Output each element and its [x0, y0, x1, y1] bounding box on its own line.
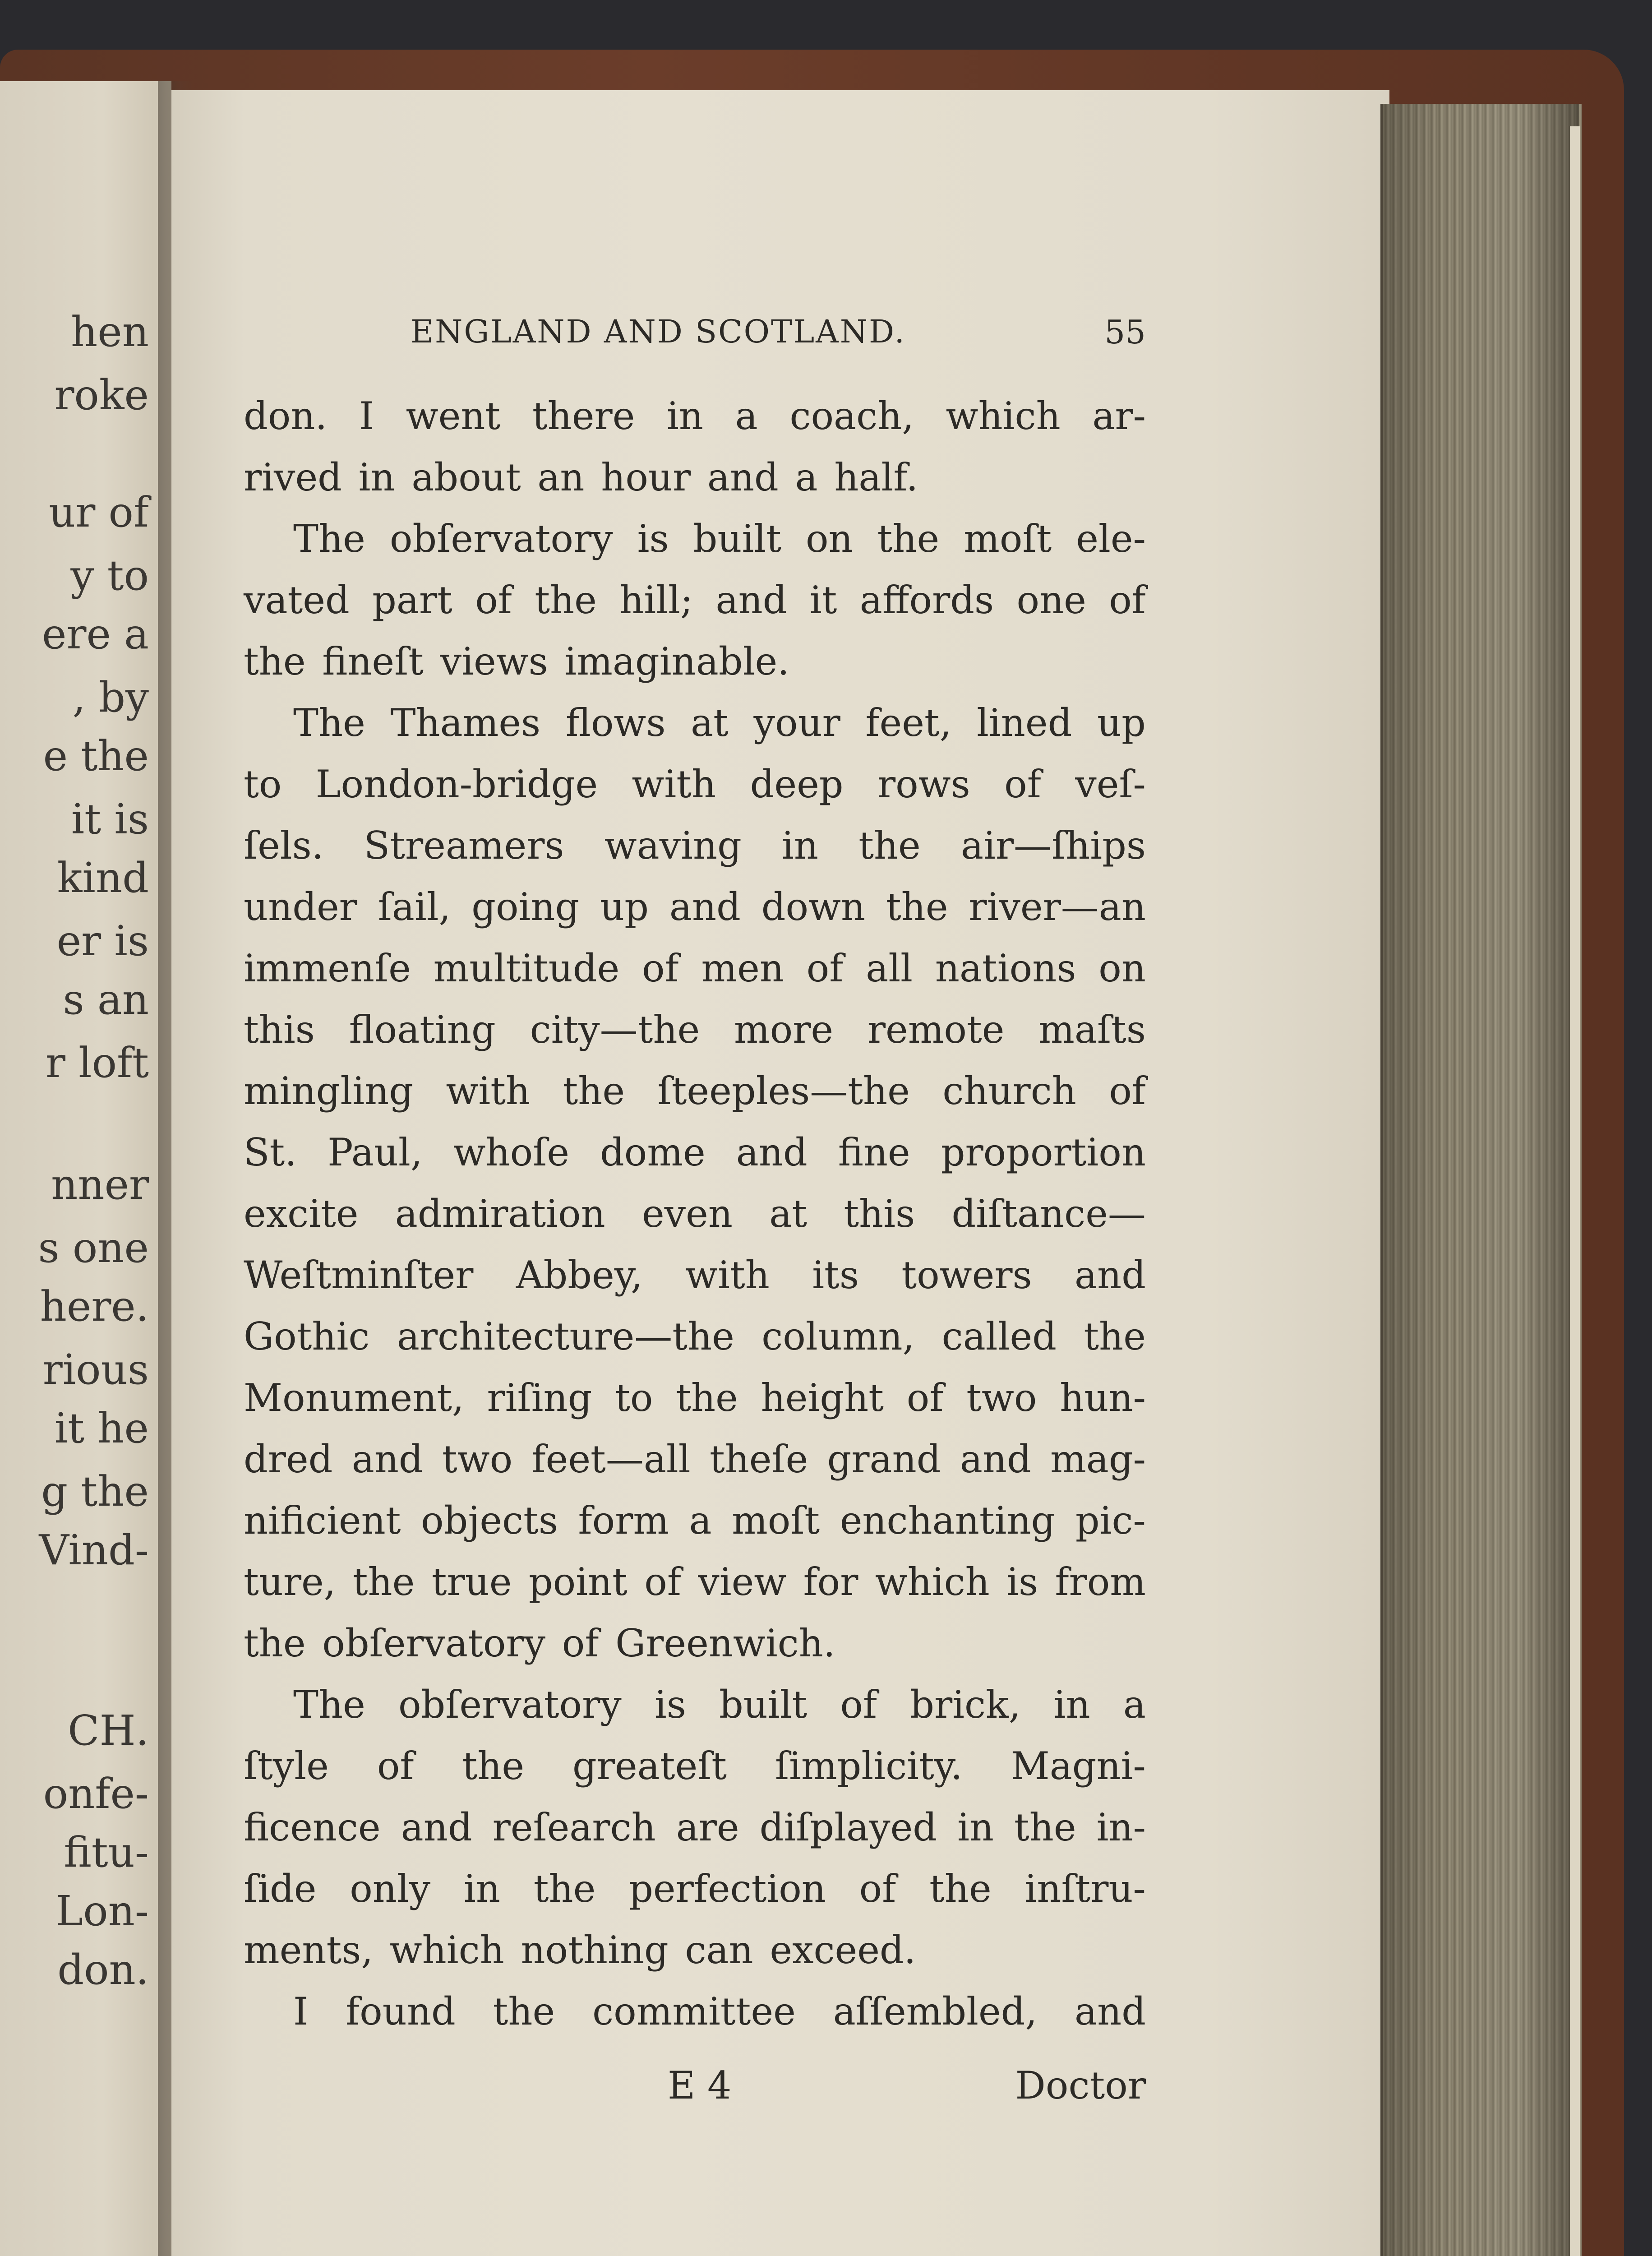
word: feet—all — [531, 1437, 691, 1481]
word: towers — [901, 1253, 1032, 1297]
word: enchanting — [840, 1498, 1056, 1543]
word: and — [715, 578, 787, 622]
word: two — [442, 1437, 513, 1481]
word: moſt — [732, 1498, 820, 1543]
word: is — [1006, 1560, 1038, 1604]
word: pic- — [1075, 1498, 1146, 1543]
word: is — [637, 517, 669, 561]
left-page-fragment: ur of — [49, 488, 149, 536]
word: mingling — [244, 1069, 413, 1113]
word: nothing — [521, 1928, 669, 1972]
word: obſervatory — [322, 1621, 546, 1665]
fore-edge-shading — [1380, 104, 1579, 2256]
word: your — [753, 701, 840, 745]
text-line — [244, 455, 1146, 508]
word: of — [806, 946, 844, 990]
word: built — [693, 517, 781, 561]
text-line — [244, 762, 1146, 815]
word: objects — [420, 1498, 558, 1543]
word: I — [293, 1989, 309, 2034]
left-page-fragment: e the — [43, 732, 149, 780]
word: nificient — [244, 1498, 401, 1543]
word: form — [578, 1498, 669, 1543]
word: ficence — [244, 1805, 381, 1849]
word: the — [1084, 1314, 1146, 1359]
word: I — [359, 394, 374, 438]
word: dred — [244, 1437, 333, 1481]
word: grand — [827, 1437, 941, 1481]
paper-edge-strip — [1570, 126, 1580, 2256]
word: Greenwich. — [615, 1621, 835, 1665]
text-line — [244, 1314, 1146, 1367]
word: excite — [244, 1192, 359, 1236]
word: the — [929, 1867, 992, 1911]
word: a — [689, 1498, 712, 1543]
word: ar- — [1092, 394, 1146, 438]
word: coach, — [789, 394, 914, 438]
word: point — [528, 1560, 628, 1604]
word: of — [1109, 1069, 1146, 1113]
text-line — [244, 1253, 1146, 1306]
word: which — [946, 394, 1061, 438]
word: flows — [565, 701, 666, 745]
word: in — [957, 1805, 994, 1849]
text-line — [244, 1008, 1146, 1060]
word: ſtyle — [244, 1744, 329, 1788]
word: are — [676, 1805, 739, 1849]
word: this — [844, 1192, 915, 1236]
left-page-fragment: Lon- — [55, 1887, 149, 1935]
word: maſts — [1038, 1008, 1146, 1052]
word: to — [615, 1376, 653, 1420]
word: even — [641, 1192, 733, 1236]
running-head — [244, 313, 1146, 361]
word: its — [812, 1253, 859, 1297]
word: vated — [244, 578, 350, 622]
word: the — [1014, 1805, 1076, 1849]
running-title: ENGLAND AND SCOTLAND. — [411, 313, 906, 350]
word: diſplayed — [759, 1805, 937, 1849]
word: to — [244, 762, 282, 806]
word: a — [735, 394, 758, 438]
word: river—an — [969, 885, 1146, 929]
left-page-fragment: nner — [51, 1160, 149, 1209]
word: air—ſhips — [960, 823, 1146, 868]
word: of — [641, 946, 679, 990]
left-page-fragment: ere a — [42, 610, 149, 658]
left-page-fragment: CH. — [68, 1706, 149, 1755]
word: of — [1109, 578, 1146, 622]
word: don. — [244, 394, 328, 438]
word: Abbey, — [516, 1253, 643, 1297]
word: the — [493, 1989, 555, 2034]
word: Streamers — [364, 823, 564, 868]
word: of — [859, 1867, 896, 1911]
word: the — [352, 1560, 415, 1604]
word: ments, — [244, 1928, 374, 1972]
word: city—the — [530, 1008, 700, 1052]
word: fine — [838, 1130, 910, 1174]
word: The — [293, 1683, 365, 1727]
word: the — [858, 823, 921, 868]
word: the — [533, 1867, 596, 1911]
word: nations — [935, 946, 1076, 990]
left-page-fragment: it he — [54, 1404, 149, 1452]
word: and — [736, 1130, 808, 1174]
word: perfection — [629, 1867, 826, 1911]
word: exceed. — [770, 1928, 916, 1972]
word: greateſt — [572, 1744, 727, 1788]
text-line — [244, 578, 1146, 631]
signature-mark: E 4 — [668, 2063, 732, 2108]
text-line — [244, 639, 1146, 692]
word: built — [719, 1683, 808, 1727]
word: more — [734, 1008, 834, 1052]
word: church — [942, 1069, 1076, 1113]
left-page-fragment: here. — [40, 1282, 149, 1331]
word: veſ- — [1075, 762, 1146, 806]
word: imaginable. — [564, 639, 789, 684]
text-line — [244, 394, 1146, 447]
word: ele- — [1076, 517, 1146, 561]
word: of — [562, 1621, 599, 1665]
word: a — [795, 455, 818, 499]
word: the — [676, 1376, 738, 1420]
word: ſimplicity. — [775, 1744, 963, 1788]
text-line — [244, 946, 1146, 999]
text-line — [244, 701, 1146, 754]
word: on — [805, 517, 853, 561]
word: obſervatory — [398, 1683, 622, 1727]
left-page — [0, 81, 171, 2256]
left-page-fragment: r loft — [45, 1039, 149, 1087]
word: riſing — [487, 1376, 592, 1420]
word: of — [475, 578, 512, 622]
word: ſail, — [378, 885, 451, 929]
word: the — [877, 517, 940, 561]
word: and — [707, 455, 779, 499]
word: the — [535, 578, 597, 622]
left-page-fragment: y to — [70, 551, 149, 600]
word: Thames — [390, 701, 541, 745]
word: men — [701, 946, 784, 990]
word: down — [761, 885, 866, 929]
left-page-fragment: it is — [71, 795, 149, 843]
left-page-fragment: hen — [71, 308, 149, 356]
left-page-fragment: er is — [56, 917, 149, 965]
word: hill; — [619, 578, 693, 622]
catchword: Doctor — [1015, 2063, 1146, 2108]
word: can — [685, 1928, 753, 1972]
word: in — [667, 394, 703, 438]
word: in — [1053, 1683, 1090, 1727]
left-page-fragment: onfe- — [43, 1770, 149, 1818]
word: at — [691, 701, 729, 745]
word: inſtru- — [1024, 1867, 1146, 1911]
word: hun- — [1060, 1376, 1146, 1420]
word: only — [350, 1867, 431, 1911]
left-page-fragment: kind — [57, 854, 149, 902]
word: of — [377, 1744, 414, 1788]
page-footer — [244, 2063, 1146, 2116]
word: there — [532, 394, 635, 438]
word: Paul, — [328, 1130, 423, 1174]
word: under — [244, 885, 357, 929]
word: Magni- — [1011, 1744, 1146, 1788]
word: up — [1097, 701, 1146, 745]
word: it — [809, 578, 837, 622]
word: rived — [244, 455, 342, 499]
word: with — [685, 1253, 770, 1297]
word: view — [698, 1560, 787, 1604]
word: diſtance— — [951, 1192, 1146, 1236]
text-line — [244, 1376, 1146, 1428]
word: column, — [761, 1314, 915, 1359]
word: which — [875, 1560, 990, 1604]
word: in — [358, 455, 395, 499]
text-line — [244, 1683, 1146, 1735]
word: in — [464, 1867, 500, 1911]
word: Gothic — [244, 1314, 370, 1359]
text-line — [244, 1989, 1146, 2042]
word: going — [471, 885, 580, 929]
word: from — [1055, 1560, 1146, 1604]
text-line — [244, 823, 1146, 876]
word: hour — [601, 455, 691, 499]
text-line — [244, 1621, 1146, 1674]
text-line — [244, 1560, 1146, 1613]
word: at — [769, 1192, 808, 1236]
text-line — [244, 1192, 1146, 1244]
text-line — [244, 1928, 1146, 1981]
word: one — [1016, 578, 1086, 622]
text-line — [244, 1437, 1146, 1490]
word: immenſe — [244, 946, 411, 990]
left-page-fragment: s an — [63, 975, 149, 1024]
word: fineſt — [322, 639, 424, 684]
word: the — [886, 885, 948, 929]
word: waving — [604, 823, 742, 868]
word: brick, — [910, 1683, 1021, 1727]
word: is — [654, 1683, 686, 1727]
word: found — [346, 1989, 456, 2034]
word: obſervatory — [389, 517, 613, 561]
word: architecture—the — [397, 1314, 734, 1359]
left-page-fragment: roke — [54, 371, 149, 419]
word: Weſtminſter — [244, 1253, 474, 1297]
word: multitude — [433, 946, 620, 990]
text-line — [244, 1744, 1146, 1797]
word: proportion — [941, 1130, 1146, 1174]
word: The — [293, 517, 365, 561]
word: theſe — [709, 1437, 808, 1481]
word: on — [1098, 946, 1146, 990]
word: this — [244, 1008, 315, 1052]
word: floating — [349, 1008, 496, 1052]
word: feet, — [865, 701, 952, 745]
word: called — [941, 1314, 1057, 1359]
word: remote — [867, 1008, 1005, 1052]
word: and — [960, 1437, 1031, 1481]
word: deep — [750, 762, 844, 806]
word: admiration — [395, 1192, 605, 1236]
word: mag- — [1050, 1437, 1146, 1481]
word: which — [389, 1928, 504, 1972]
word: the — [563, 1069, 625, 1113]
word: with — [632, 762, 716, 806]
word: rows — [877, 762, 970, 806]
word: whoſe — [453, 1130, 569, 1174]
left-page-fragment: don. — [57, 1946, 149, 1994]
word: in- — [1096, 1805, 1146, 1849]
word: moſt — [964, 517, 1052, 561]
left-page-fragment: Vind- — [39, 1526, 149, 1574]
word: of — [1004, 762, 1041, 806]
word: ture, — [244, 1560, 336, 1604]
word: with — [446, 1069, 531, 1113]
word: and — [669, 885, 741, 929]
word: aſſembled, — [833, 1989, 1038, 2034]
word: committee — [592, 1989, 796, 2034]
text-line — [244, 1069, 1146, 1122]
word: and — [1075, 1253, 1146, 1297]
text-line — [244, 1498, 1146, 1551]
word: about — [411, 455, 521, 499]
word: lined — [977, 701, 1072, 745]
word: ſels. — [244, 823, 324, 868]
word: true — [431, 1560, 512, 1604]
text-line — [244, 885, 1146, 938]
word: views — [440, 639, 548, 684]
word: height — [761, 1376, 884, 1420]
word: for — [803, 1560, 858, 1604]
word: St. — [244, 1130, 297, 1174]
word: and — [351, 1437, 423, 1481]
text-line — [244, 1805, 1146, 1858]
left-page-fragment: s one — [38, 1224, 149, 1272]
word: a — [1123, 1683, 1146, 1727]
word: ſteeples—the — [657, 1069, 910, 1113]
text-line — [244, 517, 1146, 569]
word: affords — [859, 578, 994, 622]
word: ſide — [244, 1867, 317, 1911]
word: part — [372, 578, 452, 622]
word: went — [406, 394, 501, 438]
text-line — [244, 1130, 1146, 1183]
left-page-fragment: g the — [41, 1467, 149, 1516]
word: half. — [834, 455, 918, 499]
word: Monument, — [244, 1376, 464, 1420]
word: two — [966, 1376, 1037, 1420]
word: of — [840, 1683, 877, 1727]
word: up — [600, 885, 649, 929]
word: and — [401, 1805, 472, 1849]
left-page-fragment: rious — [42, 1345, 149, 1394]
word: all — [866, 946, 913, 990]
left-page-fragment: fitu- — [64, 1828, 149, 1877]
word: the — [462, 1744, 525, 1788]
page-number: 55 — [1104, 313, 1146, 351]
word: the — [244, 1621, 306, 1665]
word: The — [293, 701, 365, 745]
word: and — [1075, 1989, 1146, 2034]
word: of — [906, 1376, 944, 1420]
left-page-fragment: , by — [72, 673, 149, 721]
word: dome — [600, 1130, 706, 1174]
word: the — [244, 639, 306, 684]
word: an — [537, 455, 585, 499]
word: London-bridge — [315, 762, 598, 806]
word: reſearch — [492, 1805, 656, 1849]
word: in — [782, 823, 819, 868]
word: of — [644, 1560, 681, 1604]
text-line — [244, 1867, 1146, 1919]
